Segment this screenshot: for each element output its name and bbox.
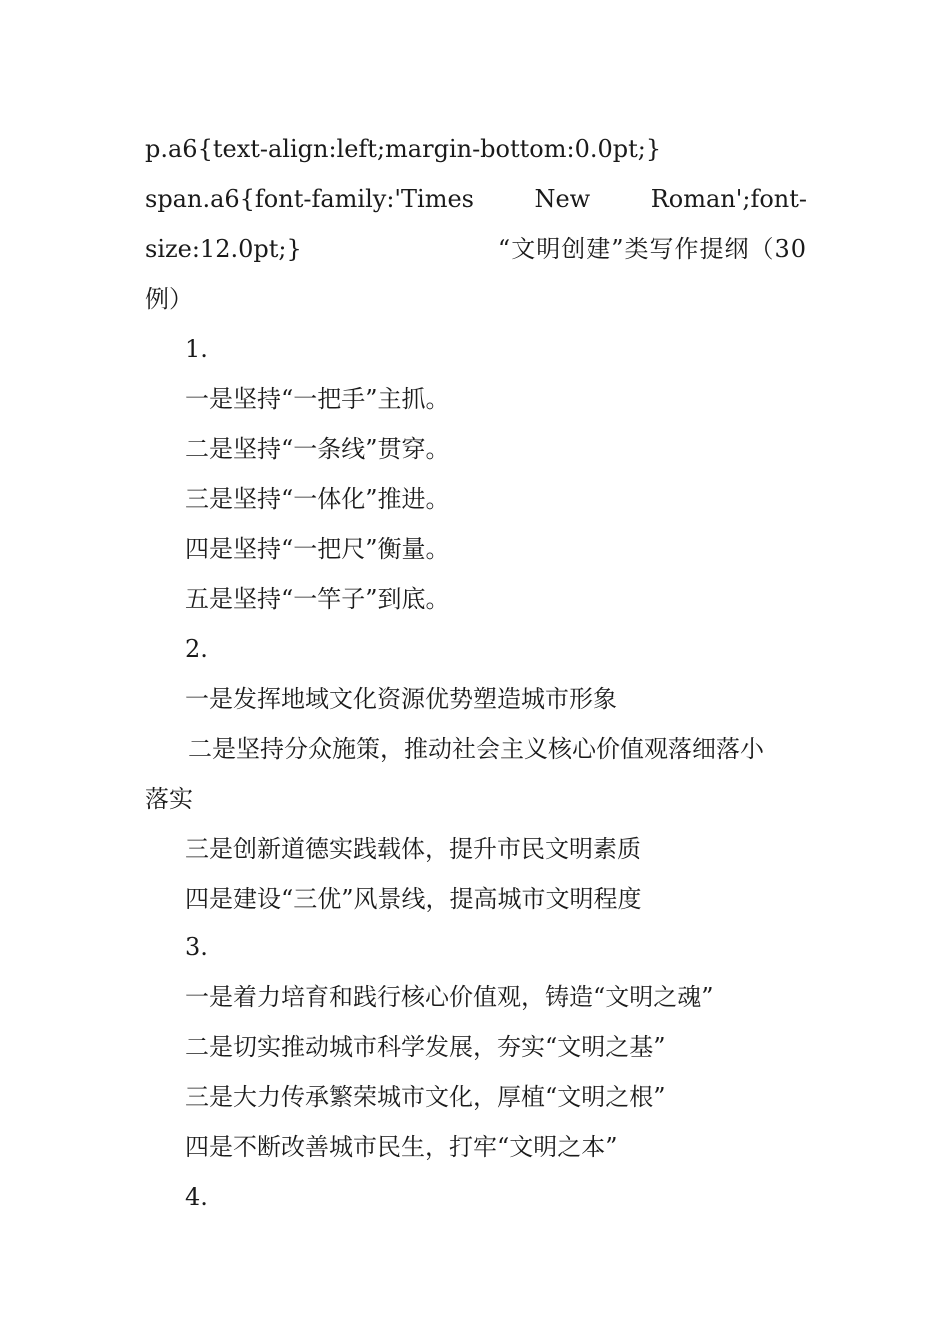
list-item: 四是不断改善城市民生，打牢“文明之本”	[185, 1133, 618, 1161]
css-rule-text-2	[145, 174, 807, 224]
list-item: 五是坚持“一竿子”到底。	[185, 585, 450, 613]
list-item: 一是着力培育和践行核心价值观，铸造“文明之魂”	[185, 983, 714, 1011]
list-item: 四是建设“三优”风景线，提高城市文明程度	[185, 885, 642, 913]
list-item: 二是切实推动城市科学发展，夯实“文明之基”	[185, 1033, 666, 1061]
section-number: 3.	[185, 933, 208, 961]
list-item: 四是坚持“一把尺”衡量。	[185, 535, 450, 563]
document-title: “文明创建”类写作提纲（30	[497, 235, 807, 263]
list-item: 一是发挥地域文化资源优势塑造城市形象	[185, 685, 617, 713]
list-item: 一是坚持“一把手”主抓。	[185, 385, 450, 413]
css-fragment: size:12.0pt;}	[145, 235, 302, 263]
css-rule-text: p.a6{text-align:left;margin-bottom:0.0pt;}	[145, 135, 662, 163]
list-item: 二是坚持分众施策，推动社会主义核心价值观落细落小	[188, 735, 764, 763]
section-number: 2.	[185, 635, 208, 663]
list-item: 三是创新道德实践载体，提升市民文明素质	[185, 835, 641, 863]
title-line	[145, 224, 807, 274]
css-fragment: New	[534, 185, 591, 213]
section-number: 1.	[185, 335, 208, 363]
list-item-cont: 落实	[145, 785, 193, 813]
section-number: 4.	[185, 1183, 208, 1211]
css-fragment: Roman';font-	[650, 185, 807, 213]
css-fragment: span.a6{font-family:'Times	[145, 185, 474, 213]
document-title-cont: 例）	[145, 285, 193, 313]
list-item: 三是坚持“一体化”推进。	[185, 485, 450, 513]
list-item: 三是大力传承繁荣城市文化，厚植“文明之根”	[185, 1083, 666, 1111]
list-item: 二是坚持“一条线”贯穿。	[185, 435, 450, 463]
